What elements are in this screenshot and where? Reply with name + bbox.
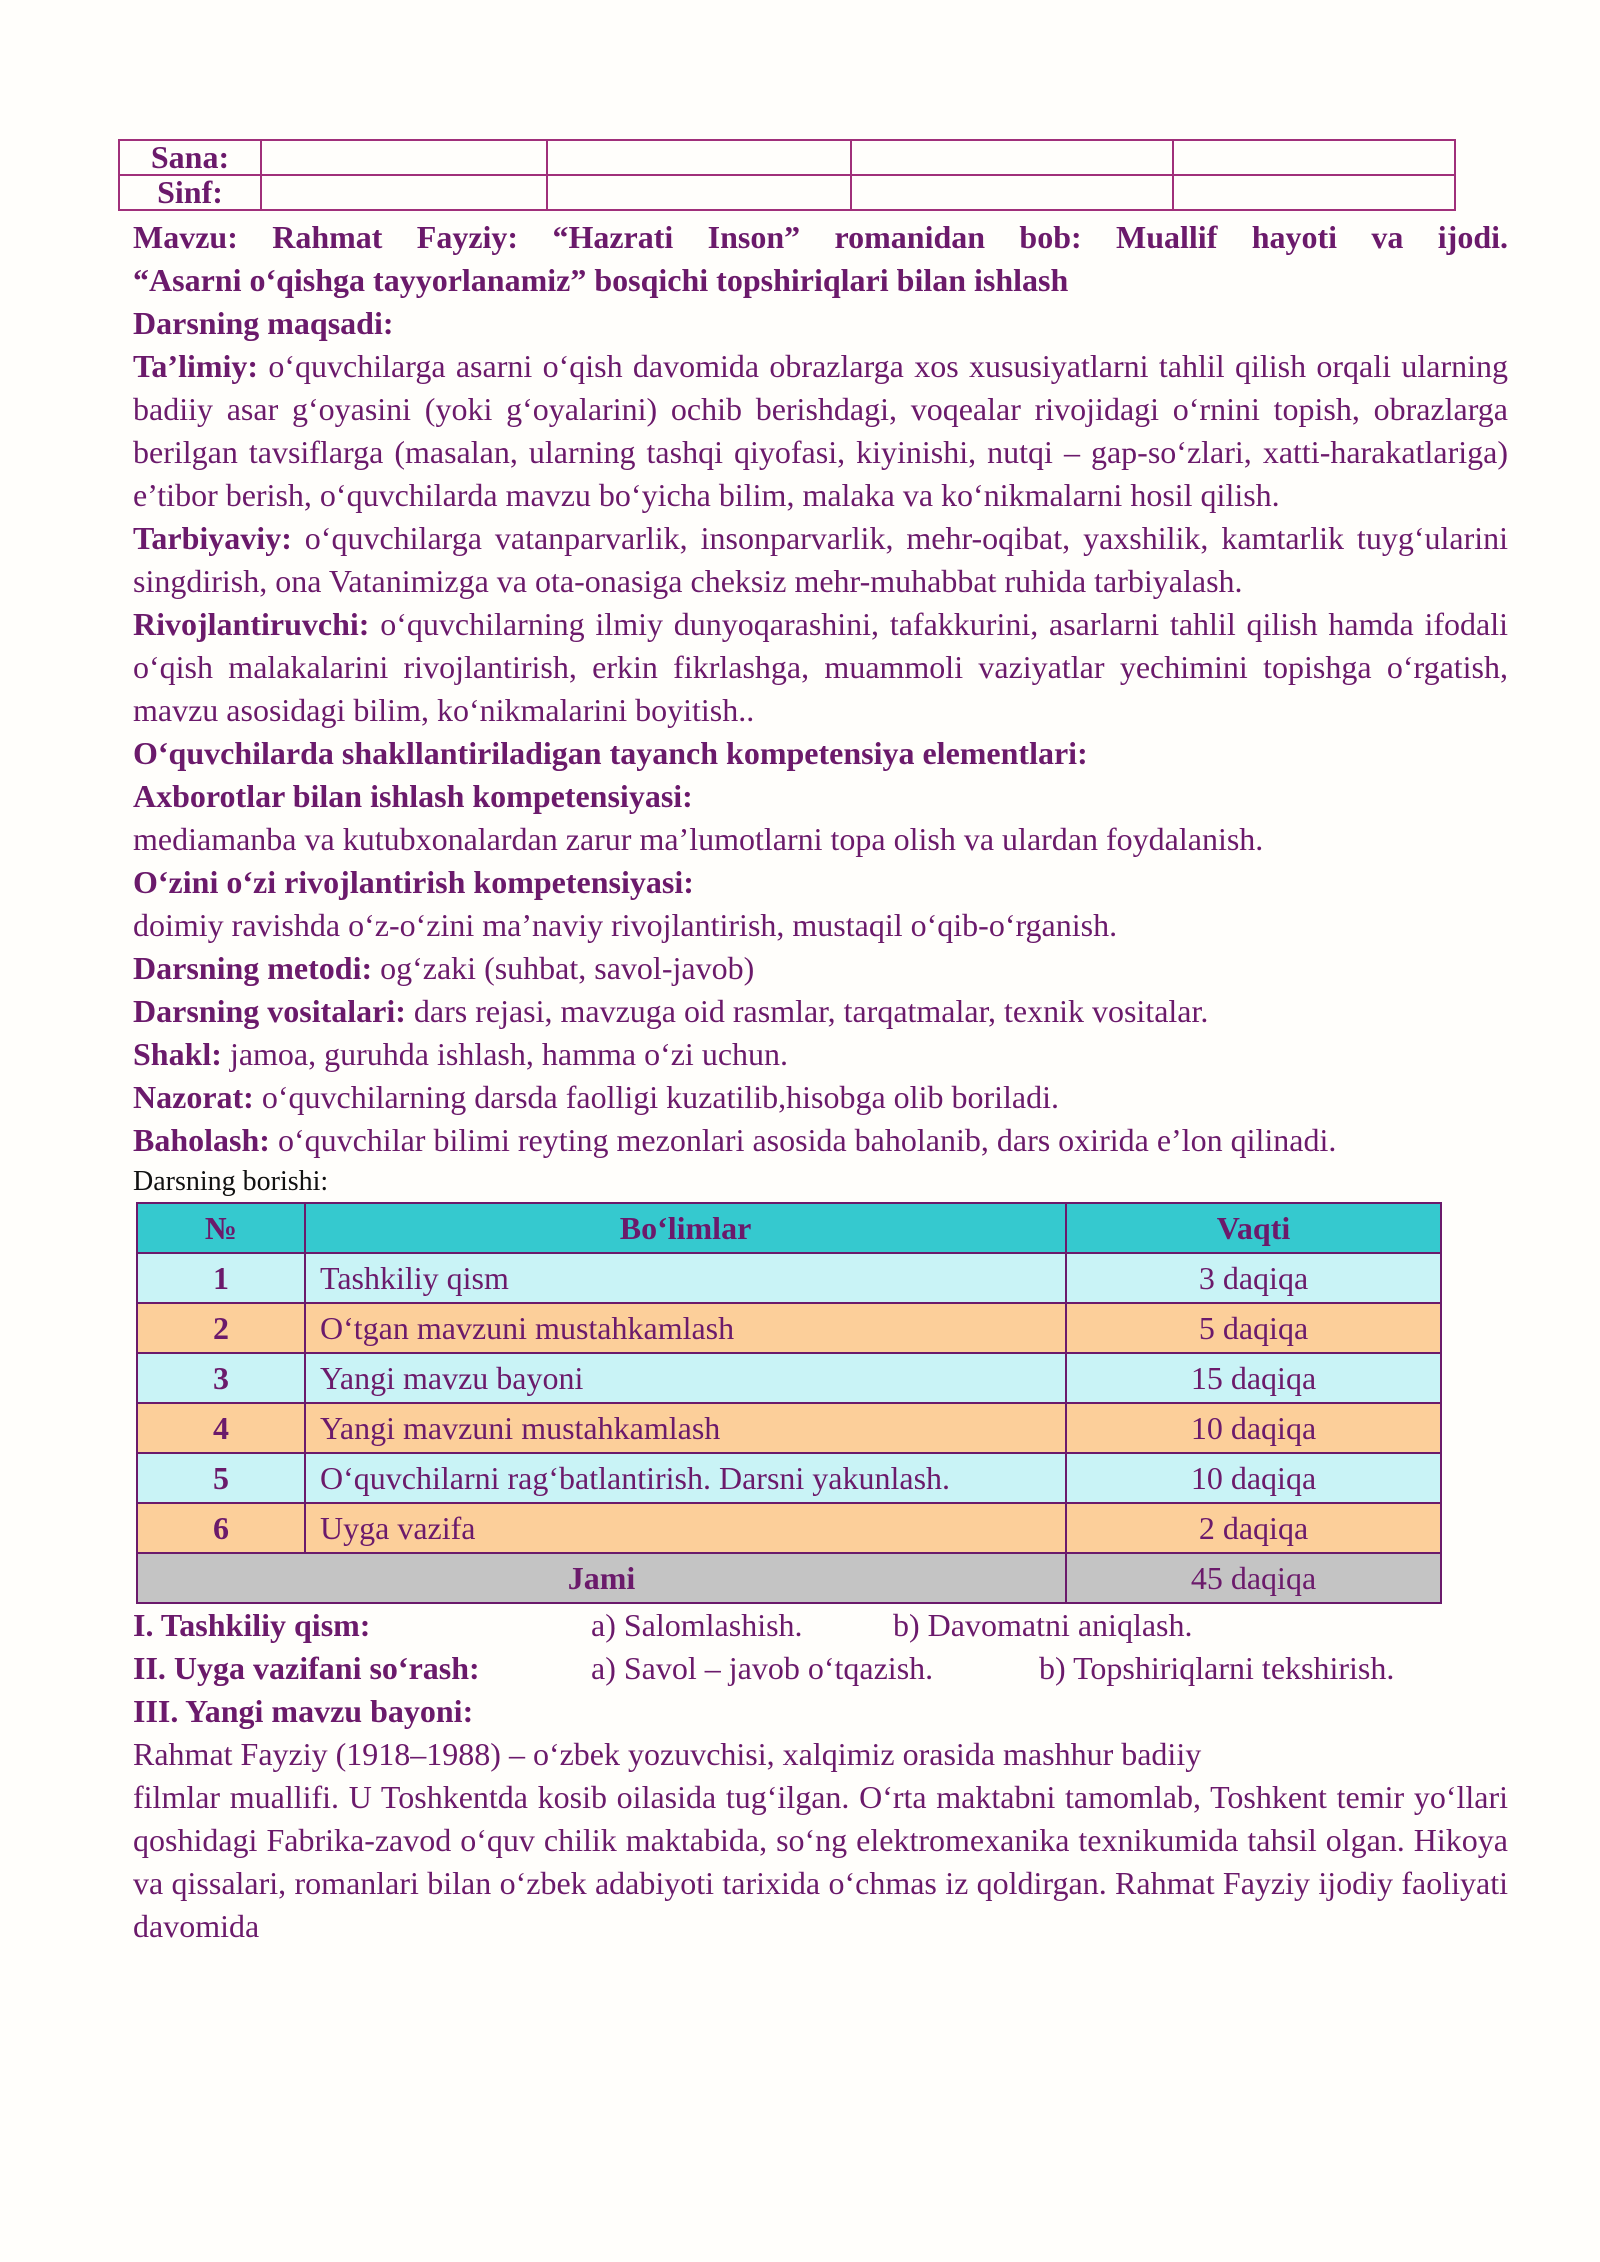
form-text: jamoa, guruhda ishlash, hamma o‘zi uchun. bbox=[229, 1036, 789, 1072]
class-cell[interactable] bbox=[851, 175, 1173, 210]
stage-1-line bbox=[133, 1604, 1508, 1647]
row-time: 10 daqiqa bbox=[1066, 1403, 1441, 1453]
row-number: 3 bbox=[137, 1353, 305, 1403]
row-number: 2 bbox=[137, 1303, 305, 1353]
grading-line bbox=[133, 1119, 1508, 1162]
tools-label: Darsning vositalari: bbox=[133, 993, 406, 1029]
total-label: Jami bbox=[137, 1553, 1066, 1603]
date-cell[interactable] bbox=[261, 140, 547, 175]
col-section-header: Bo‘limlar bbox=[305, 1203, 1066, 1253]
stage-1-item-b: b) Davomatni aniqlash. bbox=[893, 1607, 1193, 1643]
progress-label: Darsning borishi: bbox=[133, 1166, 329, 1197]
topic-line-2: “Asarni o‘qishga tayyorlanamiz” bosqichi topshiriqlari bilan ishlash bbox=[133, 262, 1069, 298]
date-cell[interactable] bbox=[547, 140, 851, 175]
row-section: O‘quvchilarni rag‘batlantirish. Darsni yakunlash. bbox=[305, 1453, 1066, 1503]
class-cell[interactable] bbox=[1173, 175, 1455, 210]
row-section: Yangi mavzu bayoni bbox=[305, 1353, 1066, 1403]
date-cell[interactable] bbox=[1173, 140, 1455, 175]
info-competence-text: mediamanba va kutubxonalardan zarur ma’lumotlarni topa olish va ulardan foydalanish. bbox=[133, 821, 1264, 857]
row-time: 2 daqiqa bbox=[1066, 1503, 1441, 1553]
date-cell[interactable] bbox=[851, 140, 1173, 175]
row-time: 10 daqiqa bbox=[1066, 1453, 1441, 1503]
control-label: Nazorat: bbox=[133, 1079, 254, 1115]
grading-text: o‘quvchilar bilimi reyting mezonlari asosida baholanib, dars oxirida e’lon qilinadi. bbox=[277, 1122, 1337, 1158]
row-section: O‘tgan mavzuni mustahkamlash bbox=[305, 1303, 1066, 1353]
date-label: Sana: bbox=[119, 140, 261, 175]
col-time-header: Vaqti bbox=[1066, 1203, 1441, 1253]
upbringing-label: Tarbiyaviy: bbox=[133, 520, 292, 556]
row-section: Yangi mavzuni mustahkamlash bbox=[305, 1403, 1066, 1453]
goals-heading: Darsning maqsadi: bbox=[133, 305, 394, 341]
tools-text: dars rejasi, mavzuga oid rasmlar, tarqatmalar, texnik vositalar. bbox=[413, 993, 1209, 1029]
upbringing-goal bbox=[133, 517, 1508, 603]
stage-1-item-a: a) Salomlashish. bbox=[591, 1607, 803, 1643]
grading-label: Baholash: bbox=[133, 1122, 270, 1158]
schedule-header-row bbox=[137, 1203, 1441, 1253]
class-cell[interactable] bbox=[261, 175, 547, 210]
total-row bbox=[137, 1553, 1441, 1603]
method-line bbox=[133, 947, 1508, 990]
row-section: Uyga vazifa bbox=[305, 1503, 1066, 1553]
educational-text: o‘quvchilarga asarni o‘qish davomida obrazlarga xos xususiyatlarni tahlil qilish orqali ularning badiiy asar g‘oyasini (yoki g‘oyalarini) ochib berishdagi, voqealar rivojidagi o‘rnini topish, obrazlarga berilgan tavsiflarga (masalan, ularning tashqi qiyofasi, kiyinishi, nutqi – gap-so‘zlari, xatti-harakatlariga) e’tibor berish, o‘quvchilarda mavzu bo‘yicha bilim, malaka va ko‘nikmalarni hosil qilish. bbox=[133, 348, 1509, 513]
form-line bbox=[133, 1033, 1508, 1076]
row-number: 5 bbox=[137, 1453, 305, 1503]
stage-1-label: I. Tashkiliy qism: bbox=[133, 1607, 371, 1643]
stage-3-label: III. Yangi mavzu bayoni: bbox=[133, 1693, 474, 1729]
form-label: Shakl: bbox=[133, 1036, 222, 1072]
self-competence-text: doimiy ravishda o‘z-o‘zini ma’naviy rivojlantirish, mustaqil o‘qib-o‘rganish. bbox=[133, 907, 1118, 943]
col-number-header: № bbox=[137, 1203, 305, 1253]
date-row bbox=[119, 140, 1455, 175]
educational-goal bbox=[133, 345, 1508, 517]
class-cell[interactable] bbox=[547, 175, 851, 210]
row-section: Tashkiliy qism bbox=[305, 1253, 1066, 1303]
row-time: 5 daqiqa bbox=[1066, 1303, 1441, 1353]
table-row bbox=[137, 1503, 1441, 1553]
self-competence-heading: O‘zini o‘zi rivojlantirish kompetensiyasi: bbox=[133, 864, 694, 900]
row-number: 4 bbox=[137, 1403, 305, 1453]
info-competence-heading: Axborotlar bilan ishlash kompetensiyasi: bbox=[133, 778, 693, 814]
developmental-label: Rivojlantiruvchi: bbox=[133, 606, 370, 642]
topic-line-1: Mavzu: Rahmat Fayziy: “Hazrati Inson” romanidan bob: Muallif hayoti va ijodi. bbox=[133, 219, 1508, 255]
row-number: 6 bbox=[137, 1503, 305, 1553]
method-label: Darsning metodi: bbox=[133, 950, 373, 986]
total-time: 45 daqiqa bbox=[1066, 1553, 1441, 1603]
stage-2-line bbox=[133, 1647, 1508, 1690]
lesson-content bbox=[133, 216, 1508, 1948]
control-line bbox=[133, 1076, 1508, 1119]
stage-2-item-b: b) Topshiriqlarni tekshirish. bbox=[1039, 1650, 1395, 1686]
developmental-goal bbox=[133, 603, 1508, 732]
table-row bbox=[137, 1303, 1441, 1353]
control-text: o‘quvchilarning darsda faolligi kuzatilib,hisobga olib boriladi. bbox=[261, 1079, 1059, 1115]
stage-2-label: II. Uyga vazifani so‘rash: bbox=[133, 1650, 480, 1686]
competence-heading: O‘quvchilarda shakllantiriladigan tayanch kompetensiya elementlari: bbox=[133, 735, 1088, 771]
educational-label: Ta’limiy: bbox=[133, 348, 259, 384]
tools-line bbox=[133, 990, 1508, 1033]
class-row bbox=[119, 175, 1455, 210]
bio-text: filmlar muallifi. U Toshkentda kosib oilasida tug‘ilgan. O‘rta maktabni tamomlab, Toshkent temir yo‘llari qoshidagi Fabrika-zavod o‘quv chilik maktabida, so‘ng elektromexanika texnikumida tahsil olgan. Hikoya va qissalari, romanlari bilan o‘zbek adabiyoti tarixida o‘chmas iz qoldirgan. Rahmat Fayziy ijodiy faoliyati davomida bbox=[133, 1779, 1508, 1944]
row-time: 3 daqiqa bbox=[1066, 1253, 1441, 1303]
bio-line-1: Rahmat Fayziy (1918–1988) – o‘zbek yozuvchisi, xalqimiz orasida mashhur badiiy bbox=[133, 1736, 1202, 1772]
row-number: 1 bbox=[137, 1253, 305, 1303]
developmental-text: o‘quvchilarning ilmiy dunyoqarashini, tafakkurini, asarlarni tahlil qilish hamda ifodali o‘qish malakalarini rivojlantirish, erkin fikrlashga, muammoli vaziyatlar yechimini topishga o‘rgatish, mavzu asosidagi bilim, ko‘nikmalarini boyitish.. bbox=[133, 606, 1509, 728]
table-row bbox=[137, 1403, 1441, 1453]
table-row bbox=[137, 1453, 1441, 1503]
stage-2-item-a: a) Savol – javob o‘tqazish. bbox=[591, 1650, 934, 1686]
schedule-table bbox=[136, 1202, 1442, 1604]
class-label: Sinf: bbox=[119, 175, 261, 210]
upbringing-text: o‘quvchilarga vatanparvarlik, insonparvarlik, mehr-oqibat, yaxshilik, kamtarlik tuyg‘ularini singdirish, ona Vatanimizga va ota-onasiga cheksiz mehr-muhabbat ruhida tarbiyalash. bbox=[133, 520, 1509, 599]
date-class-table bbox=[118, 139, 1456, 211]
table-row bbox=[137, 1353, 1441, 1403]
method-text: og‘zaki (suhbat, savol-javob) bbox=[380, 950, 755, 986]
row-time: 15 daqiqa bbox=[1066, 1353, 1441, 1403]
table-row bbox=[137, 1253, 1441, 1303]
